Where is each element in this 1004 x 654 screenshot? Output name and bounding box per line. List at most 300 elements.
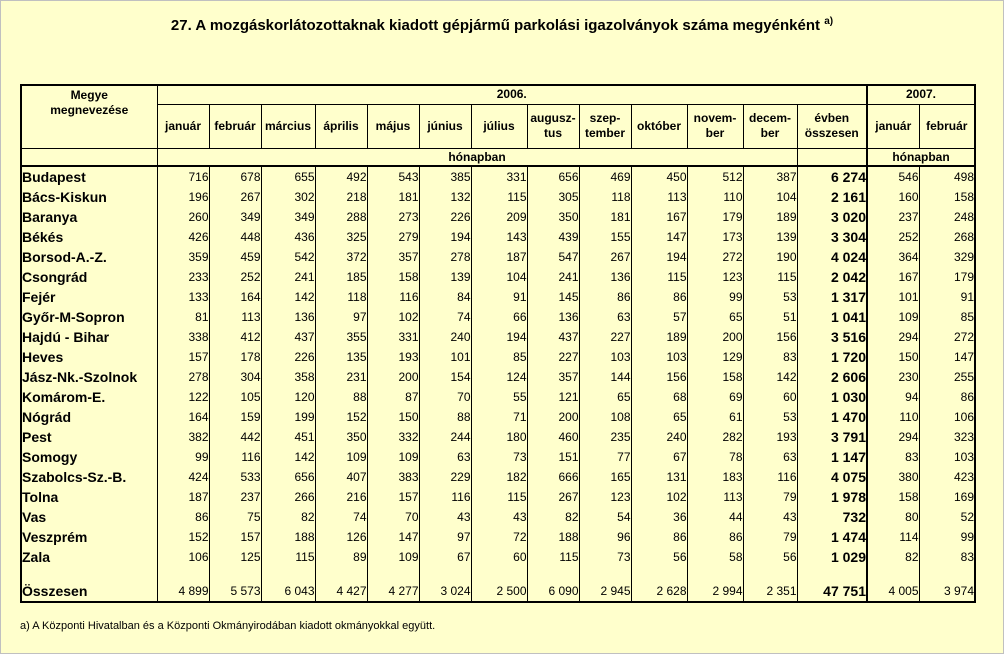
month-value: 216 bbox=[315, 487, 367, 507]
month-value: 349 bbox=[261, 207, 315, 227]
month-value: 305 bbox=[527, 187, 579, 207]
month-value: 144 bbox=[579, 367, 631, 387]
county-name: Tolna bbox=[21, 487, 157, 507]
unit-2007: hónapban bbox=[867, 149, 975, 167]
month-value: 218 bbox=[315, 187, 367, 207]
county-name: Zala bbox=[21, 547, 157, 567]
table-row bbox=[21, 247, 975, 267]
table-row bbox=[21, 447, 975, 467]
year-total-value: 47 751 bbox=[797, 581, 867, 602]
month-2007-value: 80 bbox=[867, 507, 919, 527]
month-value: 124 bbox=[471, 367, 527, 387]
table-row bbox=[21, 287, 975, 307]
month-header bbox=[419, 104, 471, 148]
month-2007-value: 94 bbox=[867, 387, 919, 407]
month-value: 350 bbox=[315, 427, 367, 447]
year-total-value: 2 161 bbox=[797, 187, 867, 207]
month-value: 226 bbox=[261, 347, 315, 367]
month-value: 113 bbox=[209, 307, 261, 327]
month-2007-value: 147 bbox=[919, 347, 975, 367]
month-value: 407 bbox=[315, 467, 367, 487]
month-2007-value: 85 bbox=[919, 307, 975, 327]
month-value: 151 bbox=[527, 447, 579, 467]
month-value: 57 bbox=[631, 307, 687, 327]
month-value: 2 500 bbox=[471, 581, 527, 602]
table-row bbox=[21, 407, 975, 427]
month-value: 105 bbox=[209, 387, 261, 407]
month-value: 126 bbox=[315, 527, 367, 547]
month-value: 132 bbox=[419, 187, 471, 207]
month-value: 65 bbox=[631, 407, 687, 427]
month-value: 437 bbox=[261, 327, 315, 347]
month-value: 118 bbox=[579, 187, 631, 207]
month-value: 123 bbox=[687, 267, 743, 287]
month-value: 158 bbox=[367, 267, 419, 287]
month-value: 194 bbox=[471, 327, 527, 347]
county-name: Nógrád bbox=[21, 407, 157, 427]
month-value: 252 bbox=[209, 267, 261, 287]
month-value: 200 bbox=[367, 367, 419, 387]
county-header bbox=[21, 85, 157, 149]
month-value: 115 bbox=[471, 187, 527, 207]
month-header bbox=[743, 104, 797, 148]
month-2007-value: 294 bbox=[867, 427, 919, 447]
month-value: 188 bbox=[261, 527, 315, 547]
county-name: Budapest bbox=[21, 166, 157, 187]
month-value: 43 bbox=[419, 507, 471, 527]
month-value: 512 bbox=[687, 166, 743, 187]
month-value: 99 bbox=[157, 447, 209, 467]
spacer-cell bbox=[527, 567, 579, 581]
month-value: 122 bbox=[157, 387, 209, 407]
month-value: 355 bbox=[315, 327, 367, 347]
month-value: 67 bbox=[631, 447, 687, 467]
spacer-cell bbox=[157, 567, 209, 581]
month-value: 235 bbox=[579, 427, 631, 447]
month-value: 85 bbox=[471, 347, 527, 367]
year-total-header-line: évben bbox=[814, 111, 850, 126]
month-value: 437 bbox=[527, 327, 579, 347]
month-2007-value: 4 005 bbox=[867, 581, 919, 602]
month-value: 302 bbox=[261, 187, 315, 207]
month-value: 63 bbox=[743, 447, 797, 467]
month-value: 4 427 bbox=[315, 581, 367, 602]
month-header-line: tus bbox=[544, 126, 562, 141]
month-value: 101 bbox=[419, 347, 471, 367]
month-value: 547 bbox=[527, 247, 579, 267]
month-value: 106 bbox=[157, 547, 209, 567]
month-2007-value: 364 bbox=[867, 247, 919, 267]
spacer-cell bbox=[797, 567, 867, 581]
month-value: 193 bbox=[367, 347, 419, 367]
month-value: 74 bbox=[419, 307, 471, 327]
month-value: 183 bbox=[687, 467, 743, 487]
month-value: 150 bbox=[367, 407, 419, 427]
month-header bbox=[157, 104, 209, 148]
month-value: 108 bbox=[579, 407, 631, 427]
county-name: Győr-M-Sopron bbox=[21, 307, 157, 327]
county-name: Komárom-E. bbox=[21, 387, 157, 407]
month-value: 154 bbox=[419, 367, 471, 387]
month-value: 60 bbox=[471, 547, 527, 567]
month-value: 54 bbox=[579, 507, 631, 527]
county-name: Bács-Kiskun bbox=[21, 187, 157, 207]
month-value: 372 bbox=[315, 247, 367, 267]
month-value: 86 bbox=[157, 507, 209, 527]
month-header-line: március bbox=[264, 118, 312, 133]
month-value: 450 bbox=[631, 166, 687, 187]
spacer-cell bbox=[21, 567, 157, 581]
month-value: 492 bbox=[315, 166, 367, 187]
spacer-cell bbox=[471, 567, 527, 581]
month-value: 91 bbox=[471, 287, 527, 307]
month-value: 279 bbox=[367, 227, 419, 247]
month-value: 272 bbox=[687, 247, 743, 267]
month-2007-value: 294 bbox=[867, 327, 919, 347]
month-value: 73 bbox=[579, 547, 631, 567]
month-2007-value: 252 bbox=[867, 227, 919, 247]
month-2007-value: 323 bbox=[919, 427, 975, 447]
month-value: 194 bbox=[419, 227, 471, 247]
year-total-header bbox=[797, 104, 867, 148]
month-2007-value: 237 bbox=[867, 207, 919, 227]
title-footnote-mark: a) bbox=[824, 16, 834, 27]
month-value: 2 628 bbox=[631, 581, 687, 602]
month-value: 74 bbox=[315, 507, 367, 527]
month-value: 87 bbox=[367, 387, 419, 407]
month-2007-value: 230 bbox=[867, 367, 919, 387]
month-header-line: július bbox=[483, 118, 515, 133]
month-value: 240 bbox=[419, 327, 471, 347]
month-2007-value: 106 bbox=[919, 407, 975, 427]
month-2007-value: 248 bbox=[919, 207, 975, 227]
month-value: 86 bbox=[631, 527, 687, 547]
month-value: 187 bbox=[157, 487, 209, 507]
table-row bbox=[21, 367, 975, 387]
month-value: 115 bbox=[631, 267, 687, 287]
year-total-value: 1 029 bbox=[797, 547, 867, 567]
month-value: 426 bbox=[157, 227, 209, 247]
month-value: 666 bbox=[527, 467, 579, 487]
month-value: 116 bbox=[419, 487, 471, 507]
month-2007-value: 83 bbox=[919, 547, 975, 567]
table-row bbox=[21, 467, 975, 487]
month-2007-value: 158 bbox=[867, 487, 919, 507]
month-value: 460 bbox=[527, 427, 579, 447]
month-value: 135 bbox=[315, 347, 367, 367]
month-value: 331 bbox=[471, 166, 527, 187]
county-name: Hajdú - Bihar bbox=[21, 327, 157, 347]
month-value: 282 bbox=[687, 427, 743, 447]
month-value: 86 bbox=[579, 287, 631, 307]
month-value: 113 bbox=[687, 487, 743, 507]
year-total-value: 1 720 bbox=[797, 347, 867, 367]
month-value: 139 bbox=[419, 267, 471, 287]
year-total-value: 1 030 bbox=[797, 387, 867, 407]
spacer-cell bbox=[579, 567, 631, 581]
month-value: 187 bbox=[471, 247, 527, 267]
month-value: 227 bbox=[579, 327, 631, 347]
table-row bbox=[21, 347, 975, 367]
month-2007-value: 169 bbox=[919, 487, 975, 507]
month-value: 2 351 bbox=[743, 581, 797, 602]
month-value: 3 024 bbox=[419, 581, 471, 602]
header-row-years bbox=[21, 85, 975, 104]
month-header-line: szep- bbox=[589, 111, 621, 126]
month-value: 55 bbox=[471, 387, 527, 407]
month-value: 156 bbox=[743, 327, 797, 347]
month-value: 63 bbox=[579, 307, 631, 327]
year-total-value: 1 041 bbox=[797, 307, 867, 327]
county-name: Vas bbox=[21, 507, 157, 527]
county-name: Veszprém bbox=[21, 527, 157, 547]
county-name: Somogy bbox=[21, 447, 157, 467]
month-2007-value: 3 974 bbox=[919, 581, 975, 602]
footnote: a) A Központi Hivatalban és a Központi Okmányirodában kiadott okmányokkal együtt. bbox=[20, 620, 436, 632]
month-value: 51 bbox=[743, 307, 797, 327]
month-value: 66 bbox=[471, 307, 527, 327]
month-value: 78 bbox=[687, 447, 743, 467]
month-2007-value: 158 bbox=[919, 187, 975, 207]
table-title bbox=[0, 16, 1004, 34]
month-value: 147 bbox=[367, 527, 419, 547]
month-header-line: decem- bbox=[748, 111, 792, 126]
month-2007-value: 150 bbox=[867, 347, 919, 367]
month-value: 109 bbox=[367, 447, 419, 467]
month-value: 244 bbox=[419, 427, 471, 447]
title-text: 27. A mozgáskorlátozottaknak kiadott gépjármű parkolási igazolványok száma megyénként bbox=[170, 17, 821, 34]
month-value: 43 bbox=[471, 507, 527, 527]
month-value: 142 bbox=[261, 287, 315, 307]
month-value: 115 bbox=[527, 547, 579, 567]
table-row bbox=[21, 507, 975, 527]
month-value: 89 bbox=[315, 547, 367, 567]
month-value: 136 bbox=[527, 307, 579, 327]
spacer-cell bbox=[367, 567, 419, 581]
table-row bbox=[21, 547, 975, 567]
county-name: Összesen bbox=[21, 581, 157, 602]
county-header-spacer bbox=[21, 149, 157, 167]
month-2007-value: 52 bbox=[919, 507, 975, 527]
month-value: 158 bbox=[687, 367, 743, 387]
spacer-cell bbox=[919, 567, 975, 581]
month-value: 193 bbox=[743, 427, 797, 447]
month-value: 142 bbox=[261, 447, 315, 467]
month-value: 165 bbox=[579, 467, 631, 487]
month-2007-value: 82 bbox=[867, 547, 919, 567]
month-header-line: április bbox=[323, 118, 359, 133]
county-name: Borsod-A.-Z. bbox=[21, 247, 157, 267]
month-value: 164 bbox=[209, 287, 261, 307]
year-total-value: 6 274 bbox=[797, 166, 867, 187]
month-value: 133 bbox=[157, 287, 209, 307]
year-2006-header: 2006. bbox=[157, 85, 867, 104]
month-header bbox=[367, 104, 419, 148]
month-2007-value: 109 bbox=[867, 307, 919, 327]
header-row-unit bbox=[21, 149, 975, 167]
month-value: 543 bbox=[367, 166, 419, 187]
month-value: 136 bbox=[261, 307, 315, 327]
table-row bbox=[21, 227, 975, 247]
month-2007-value: 167 bbox=[867, 267, 919, 287]
month-value: 60 bbox=[743, 387, 797, 407]
month-value: 533 bbox=[209, 467, 261, 487]
month-value: 159 bbox=[209, 407, 261, 427]
month-header bbox=[687, 104, 743, 148]
month-value: 102 bbox=[631, 487, 687, 507]
year-total-value: 4 075 bbox=[797, 467, 867, 487]
month-value: 382 bbox=[157, 427, 209, 447]
month-value: 266 bbox=[261, 487, 315, 507]
county-name: Pest bbox=[21, 427, 157, 447]
header-row-months bbox=[21, 104, 975, 148]
month-value: 357 bbox=[527, 367, 579, 387]
month-value: 88 bbox=[419, 407, 471, 427]
month-value: 199 bbox=[261, 407, 315, 427]
month-header bbox=[579, 104, 631, 148]
month-value: 99 bbox=[687, 287, 743, 307]
table-row bbox=[21, 187, 975, 207]
month-value: 190 bbox=[743, 247, 797, 267]
month-header-line: novem- bbox=[693, 111, 737, 126]
month-value: 332 bbox=[367, 427, 419, 447]
month-value: 164 bbox=[157, 407, 209, 427]
month-value: 267 bbox=[209, 187, 261, 207]
month-value: 387 bbox=[743, 166, 797, 187]
month-value: 4 277 bbox=[367, 581, 419, 602]
month-value: 113 bbox=[631, 187, 687, 207]
month-value: 439 bbox=[527, 227, 579, 247]
month-value: 173 bbox=[687, 227, 743, 247]
month-value: 448 bbox=[209, 227, 261, 247]
month-value: 469 bbox=[579, 166, 631, 187]
month-header bbox=[471, 104, 527, 148]
month-value: 189 bbox=[631, 327, 687, 347]
month-2007-value: 91 bbox=[919, 287, 975, 307]
month-value: 36 bbox=[631, 507, 687, 527]
month-value: 157 bbox=[157, 347, 209, 367]
month-value: 110 bbox=[687, 187, 743, 207]
month-2007-value: 99 bbox=[919, 527, 975, 547]
month-header-line: tember bbox=[584, 126, 625, 141]
month-value: 240 bbox=[631, 427, 687, 447]
month-value: 678 bbox=[209, 166, 261, 187]
month-value: 656 bbox=[527, 166, 579, 187]
month-value: 71 bbox=[471, 407, 527, 427]
month-header-line: ber bbox=[760, 126, 780, 141]
spacer-cell bbox=[315, 567, 367, 581]
month-value: 73 bbox=[471, 447, 527, 467]
month-2007-value: 272 bbox=[919, 327, 975, 347]
month-value: 331 bbox=[367, 327, 419, 347]
month-value: 115 bbox=[261, 547, 315, 567]
month-value: 436 bbox=[261, 227, 315, 247]
month-value: 68 bbox=[631, 387, 687, 407]
month-value: 196 bbox=[157, 187, 209, 207]
month-2007-value: 498 bbox=[919, 166, 975, 187]
month-value: 226 bbox=[419, 207, 471, 227]
month-value: 359 bbox=[157, 247, 209, 267]
month-2007-value: 255 bbox=[919, 367, 975, 387]
month-value: 304 bbox=[209, 367, 261, 387]
year-total-value: 1 470 bbox=[797, 407, 867, 427]
month-value: 237 bbox=[209, 487, 261, 507]
month-2007-value: 329 bbox=[919, 247, 975, 267]
month-value: 70 bbox=[367, 507, 419, 527]
month-value: 152 bbox=[157, 527, 209, 547]
month-value: 139 bbox=[743, 227, 797, 247]
month-value: 288 bbox=[315, 207, 367, 227]
spacer-cell bbox=[743, 567, 797, 581]
month-2007-value: 160 bbox=[867, 187, 919, 207]
month-value: 56 bbox=[743, 547, 797, 567]
month-value: 109 bbox=[315, 447, 367, 467]
month-header-line: ber bbox=[705, 126, 725, 141]
month-value: 442 bbox=[209, 427, 261, 447]
month-value: 53 bbox=[743, 287, 797, 307]
month-value: 83 bbox=[743, 347, 797, 367]
month-value: 231 bbox=[315, 367, 367, 387]
month-value: 129 bbox=[687, 347, 743, 367]
table-row bbox=[21, 207, 975, 227]
table-row bbox=[21, 327, 975, 347]
month-value: 260 bbox=[157, 207, 209, 227]
table-row bbox=[21, 166, 975, 187]
month-value: 104 bbox=[743, 187, 797, 207]
month-value: 6 090 bbox=[527, 581, 579, 602]
month-header-line: október bbox=[636, 118, 681, 133]
county-name: Csongrád bbox=[21, 267, 157, 287]
month-value: 6 043 bbox=[261, 581, 315, 602]
month-2007-value: 110 bbox=[867, 407, 919, 427]
month-value: 325 bbox=[315, 227, 367, 247]
month-value: 103 bbox=[579, 347, 631, 367]
month-value: 147 bbox=[631, 227, 687, 247]
year-total-value: 4 024 bbox=[797, 247, 867, 267]
month-value: 77 bbox=[579, 447, 631, 467]
month-value: 181 bbox=[579, 207, 631, 227]
month-value: 185 bbox=[315, 267, 367, 287]
month-value: 655 bbox=[261, 166, 315, 187]
spacer-cell bbox=[867, 567, 919, 581]
month-header-line: január bbox=[164, 118, 201, 133]
month-value: 357 bbox=[367, 247, 419, 267]
table-row bbox=[21, 427, 975, 447]
month-value: 656 bbox=[261, 467, 315, 487]
month-value: 116 bbox=[743, 467, 797, 487]
month-value: 233 bbox=[157, 267, 209, 287]
month-value: 145 bbox=[527, 287, 579, 307]
data-table bbox=[20, 84, 976, 603]
year-total-value: 3 791 bbox=[797, 427, 867, 447]
month-value: 97 bbox=[315, 307, 367, 327]
month-value: 82 bbox=[261, 507, 315, 527]
spacer-cell bbox=[419, 567, 471, 581]
table-row bbox=[21, 387, 975, 407]
year-total-value: 3 304 bbox=[797, 227, 867, 247]
month-value: 200 bbox=[687, 327, 743, 347]
month-value: 63 bbox=[419, 447, 471, 467]
spacer-row bbox=[21, 567, 975, 581]
month-value: 385 bbox=[419, 166, 471, 187]
month-2007-header: február bbox=[919, 104, 975, 148]
total-header-spacer bbox=[797, 149, 867, 167]
month-value: 116 bbox=[209, 447, 261, 467]
month-value: 79 bbox=[743, 527, 797, 547]
month-value: 157 bbox=[209, 527, 261, 547]
month-value: 104 bbox=[471, 267, 527, 287]
year-total-value: 1 147 bbox=[797, 447, 867, 467]
